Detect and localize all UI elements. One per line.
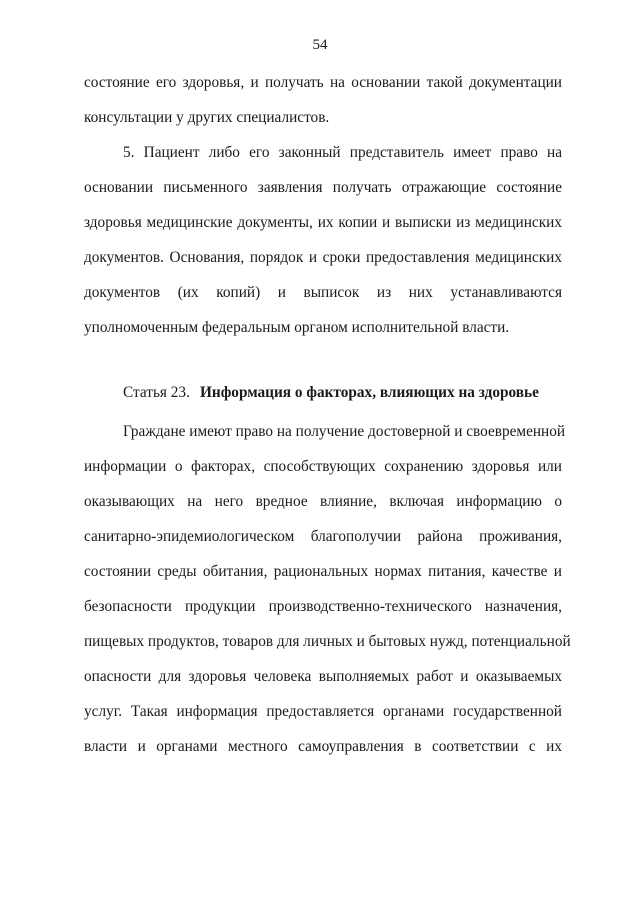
text-line: уполномоченным федеральным органом исполнительной власти.: [84, 319, 510, 336]
text-line: власти и органами местного самоуправления в соответствии с их: [84, 738, 562, 755]
text-line: основании письменного заявления получать отражающие состояние: [84, 179, 562, 196]
paragraph-item-5: [84, 143, 562, 353]
text-line: здоровья медицинские документы, их копии и выписки из медицинских: [84, 214, 562, 231]
article-heading: [123, 383, 539, 403]
text-line: 5. Пациент либо его законный представитель имеет право на: [123, 144, 562, 161]
text-line: опасности для здоровья человека выполняемых работ и оказываемых: [84, 668, 562, 685]
text-line: безопасности продукции производственно-технического назначения,: [84, 598, 562, 615]
page-number: 54: [312, 37, 328, 53]
article-number: Статья 23.: [123, 384, 190, 401]
text-line: Граждане имеют право на получение достоверной и своевременной: [123, 423, 566, 440]
text-line: документов. Основания, порядок и сроки предоставления медицинских: [84, 249, 562, 266]
text-line: санитарно-эпидемиологическом благополучии района проживания,: [84, 528, 562, 545]
paragraph-continuation: [84, 73, 562, 143]
text-line: документов (их копий) и выписок из них устанавливаются: [84, 284, 562, 301]
article-title: Информация о факторах, влияющих на здоровье: [200, 384, 539, 401]
text-line: информации о факторах, способствующих сохранению здоровья или: [84, 458, 562, 475]
text-line: пищевых продуктов, товаров для личных и бытовых нужд, потенциальной: [84, 633, 571, 650]
text-line: консультации у других специалистов.: [84, 109, 330, 126]
text-line: состоянии среды обитания, рациональных нормах питания, качестве и: [84, 563, 562, 580]
article-body-paragraph: [84, 422, 571, 772]
text-line: услуг. Такая информация предоставляется органами государственной: [84, 703, 562, 720]
text-line: состояние его здоровья, и получать на основании такой документации: [84, 74, 562, 91]
text-line: оказывающих на него вредное влияние, включая информацию о: [84, 493, 562, 510]
